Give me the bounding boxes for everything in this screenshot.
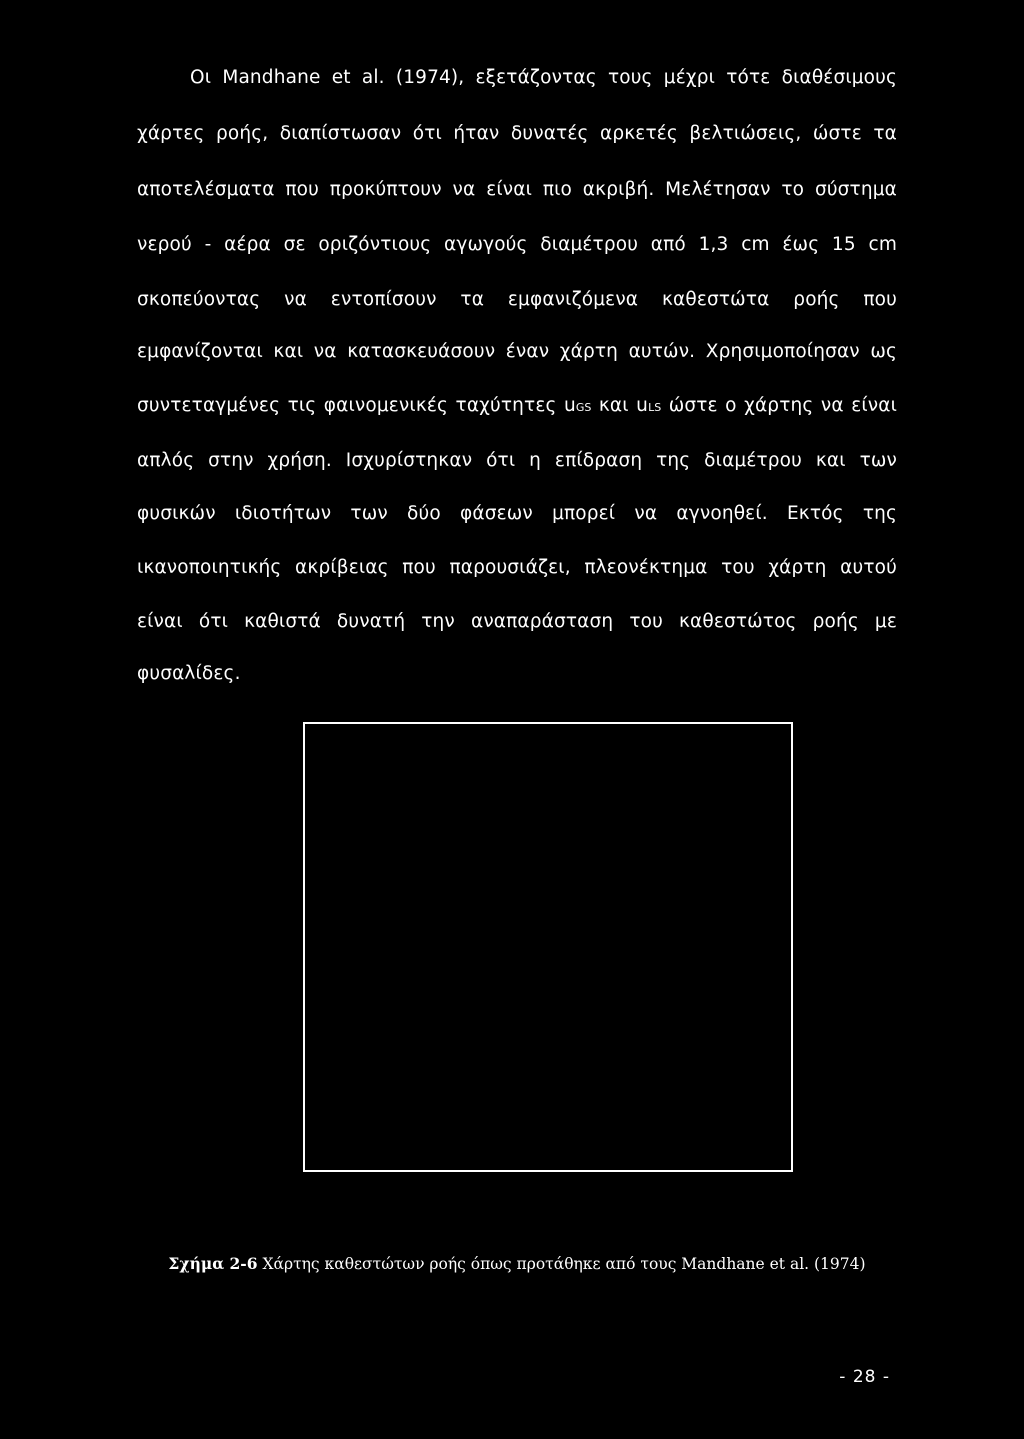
line-text: ώστε ο χάρτης να είναι — [661, 395, 897, 416]
line-text: συντεταγμένες τις φαινομενικές ταχύτητες u — [137, 395, 576, 416]
subscript-ls: LS — [648, 401, 662, 414]
paragraph-line: νερού - αέρα σε οριζόντιους αγωγούς διαμέτρου από 1,3 cm έως 15 cm — [137, 234, 897, 255]
paragraph-line: απλός στην χρήση. Ισχυρίστηκαν ότι η επίδραση της διαμέτρου και των — [137, 450, 897, 471]
caption-label: Σχήμα 2-6 — [168, 1254, 258, 1273]
paragraph-line: εμφανίζονται και να κατασκευάσουν έναν χάρτη αυτών. Χρησιμοποίησαν ως — [137, 341, 897, 362]
subscript-gs: GS — [575, 401, 592, 414]
line-text: και u — [591, 395, 649, 416]
paragraph-line: είναι ότι καθιστά δυνατή την αναπαράσταση του καθεστώτος ροής με — [137, 611, 897, 632]
figure-frame — [303, 722, 793, 1172]
paragraph-line: χάρτες ροής, διαπίστωσαν ότι ήταν δυνατές αρκετές βελτιώσεις, ώστε τα — [137, 123, 897, 144]
paragraph-line-velocities — [137, 394, 897, 420]
paragraph-line: φυσικών ιδιοτήτων των δύο φάσεων μπορεί να αγνοηθεί. Εκτός της — [137, 503, 897, 524]
paragraph-line: Οι Mandhane et al. (1974), εξετάζοντας τους μέχρι τότε διαθέσιμους — [190, 67, 897, 88]
figure-caption — [137, 1254, 897, 1274]
paragraph-line: αποτελέσματα που προκύπτουν να είναι πιο ακριβή. Μελέτησαν το σύστημα — [137, 179, 897, 200]
paragraph-line: φυσαλίδες. — [137, 663, 241, 684]
paragraph-line: σκοπεύοντας να εντοπίσουν τα εμφανιζόμενα καθεστώτα ροής που — [137, 289, 897, 310]
paragraph-line: ικανοποιητικής ακρίβειας που παρουσιάζει, πλεονέκτημα του χάρτη αυτού — [137, 557, 897, 578]
caption-text: Χάρτης καθεστώτων ροής όπως προτάθηκε από τους Mandhane et al. (1974) — [257, 1255, 866, 1273]
page-number: - 28 - — [839, 1367, 890, 1387]
